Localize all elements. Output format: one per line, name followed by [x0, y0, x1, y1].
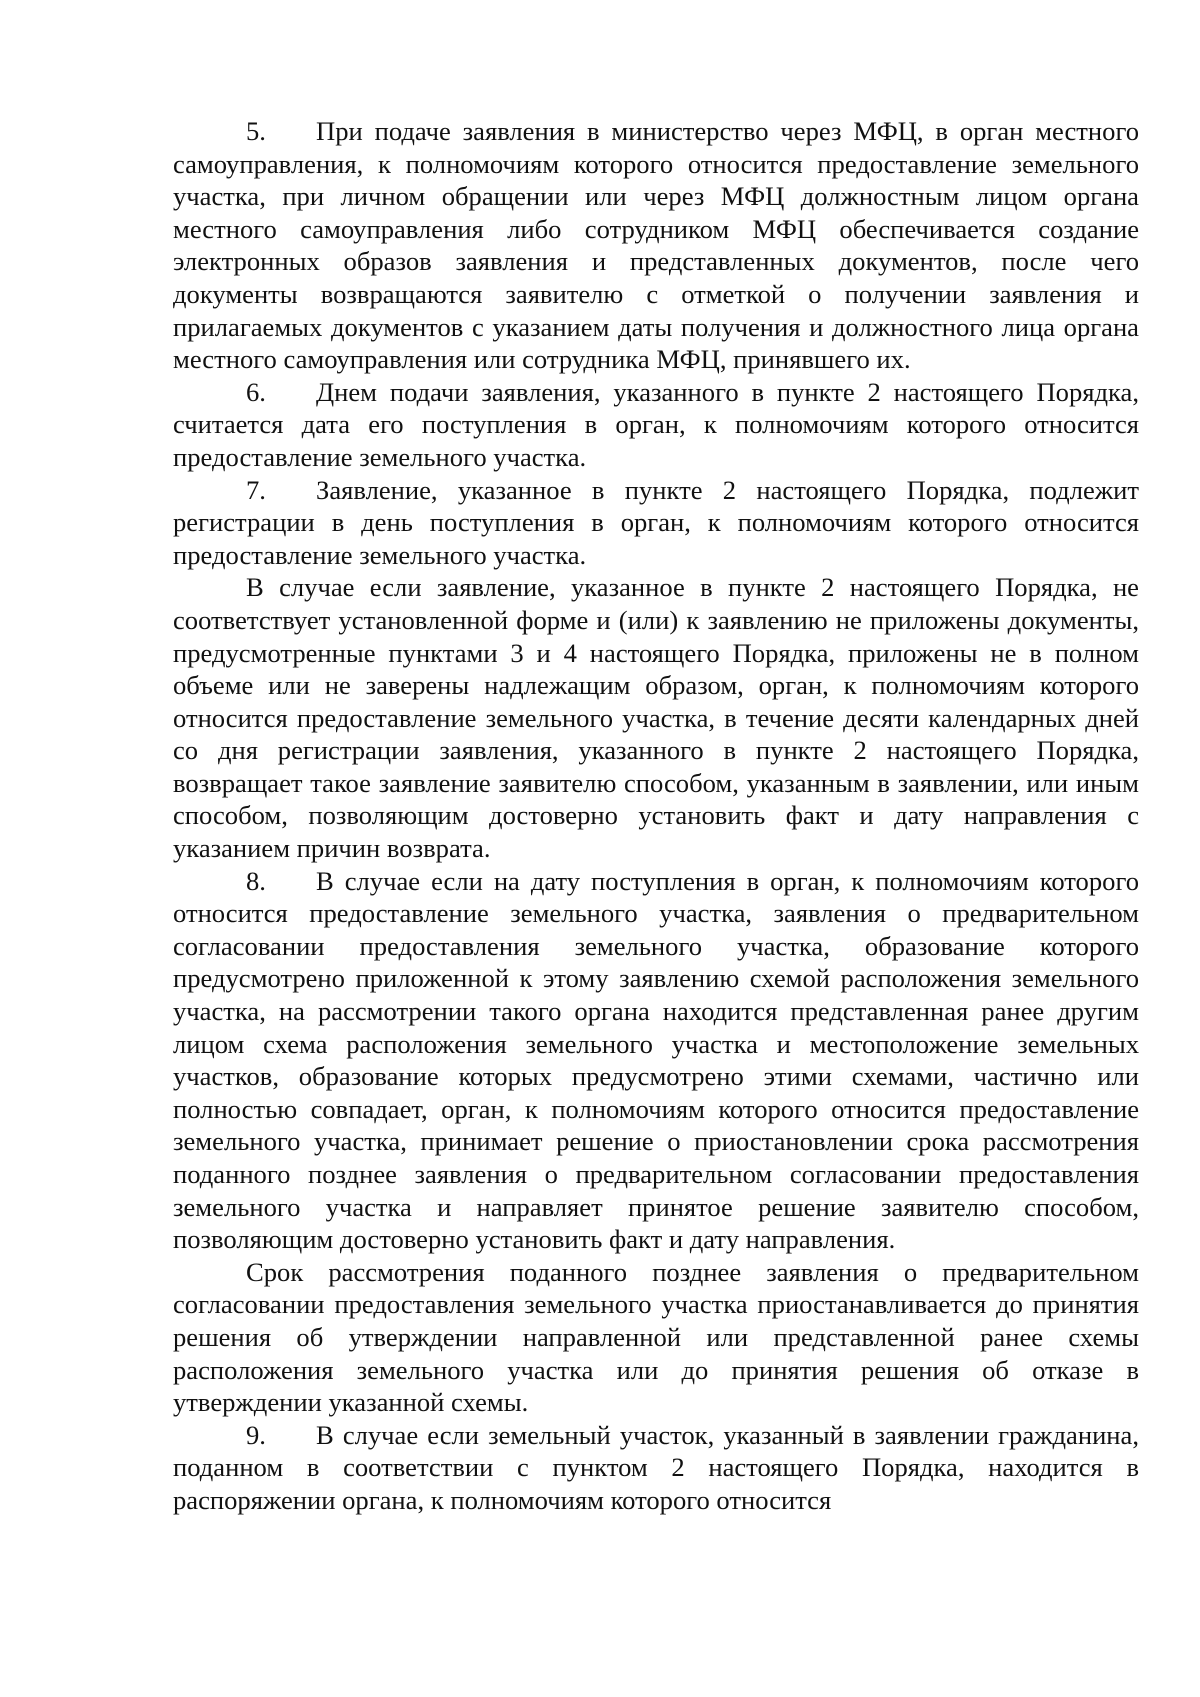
paragraph-8-continuation — [173, 1256, 1139, 1419]
paragraph-5 — [173, 115, 1139, 376]
paragraph-text: Заявление, указанное в пункте 2 настоящего Порядка, подлежит регистрации в день поступления в орган, к полномочиям которого относится предоставление земельного участка. — [173, 474, 1139, 570]
paragraph-text: При подаче заявления в министерство через МФЦ, в орган местного самоуправления, к полномочиям которого относится предоставление земельного участка, при личном обращении или через МФЦ должностным лицом органа местного самоуправления либо сотрудником МФЦ обеспечивается создание электронных образов заявления и представленных документов, после чего документы возвращаются заявителю с отметкой о получении заявления и прилагаемых документов с указанием даты получения и должностного лица органа местного самоуправления или сотрудника МФЦ, принявшего их. — [173, 116, 1139, 375]
paragraph-9 — [173, 1419, 1139, 1517]
paragraph-7 — [173, 474, 1139, 572]
paragraph-text: В случае если на дату поступления в орган, к полномочиям которого относится предоставление земельного участка, заявления о предварительном согласовании предоставления земельного участка, образование которого предусмотрено приложенной к этому заявлению схемой расположения земельного участка, на рассмотрении такого органа находится представленная ранее другим лицом схема расположения земельного участка и местоположение земельных участков, образование которых предусмотрено этими схемами, частично или полностью совпадает, орган, к полномочиям которого относится предоставление земельного участка, принимает решение о приостановлении срока рассмотрения поданного позднее заявления о предварительном согласовании предоставления земельного участка и направляет принятое решение заявителю способом, позволяющим достоверно установить факт и дату направления. — [173, 865, 1139, 1255]
paragraph-text: Срок рассмотрения поданного позднее заявления о предварительном согласовании предоставления земельного участка приостанавливается до принятия решения об утверждении направленной или представленной ранее схемы расположения земельного участка или до принятия решения об отказе в утверждении указанной схемы. — [173, 1256, 1139, 1418]
paragraph-number: 5. — [246, 116, 266, 146]
paragraph-6 — [173, 376, 1139, 474]
paragraph-number: 8. — [246, 865, 266, 896]
paragraph-7-continuation — [173, 571, 1139, 864]
paragraph-number: 7. — [246, 474, 266, 505]
paragraph-number: 9. — [246, 1419, 266, 1450]
paragraph-8 — [173, 865, 1139, 1256]
paragraph-text: Днем подачи заявления, указанного в пункте 2 настоящего Порядка, считается дата его поступления в орган, к полномочиям которого относится предоставление земельного участка. — [173, 376, 1139, 472]
document-body — [173, 115, 1139, 1517]
paragraph-text: В случае если заявление, указанное в пункте 2 настоящего Порядка, не соответствует установленной форме и (или) к заявлению не приложены документы, предусмотренные пунктами 3 и 4 настоящего Порядка, приложены не в полном объеме или не заверены надлежащим образом, орган, к полномочиям которого относится предоставление земельного участка, в течение десяти календарных дней со дня регистрации заявления, указанного в пункте 2 настоящего Порядка, возвращает такое заявление заявителю способом, указанным в заявлении, или иным способом, позволяющим достоверно установить факт и дату направления с указанием причин возврата. — [173, 572, 1139, 864]
paragraph-number: 6. — [246, 376, 266, 407]
paragraph-text: В случае если земельный участок, указанный в заявлении гражданина, поданном в соответствии с пунктом 2 настоящего Порядка, находится в распоряжении органа, к полномочиям которого относится — [173, 1419, 1139, 1515]
